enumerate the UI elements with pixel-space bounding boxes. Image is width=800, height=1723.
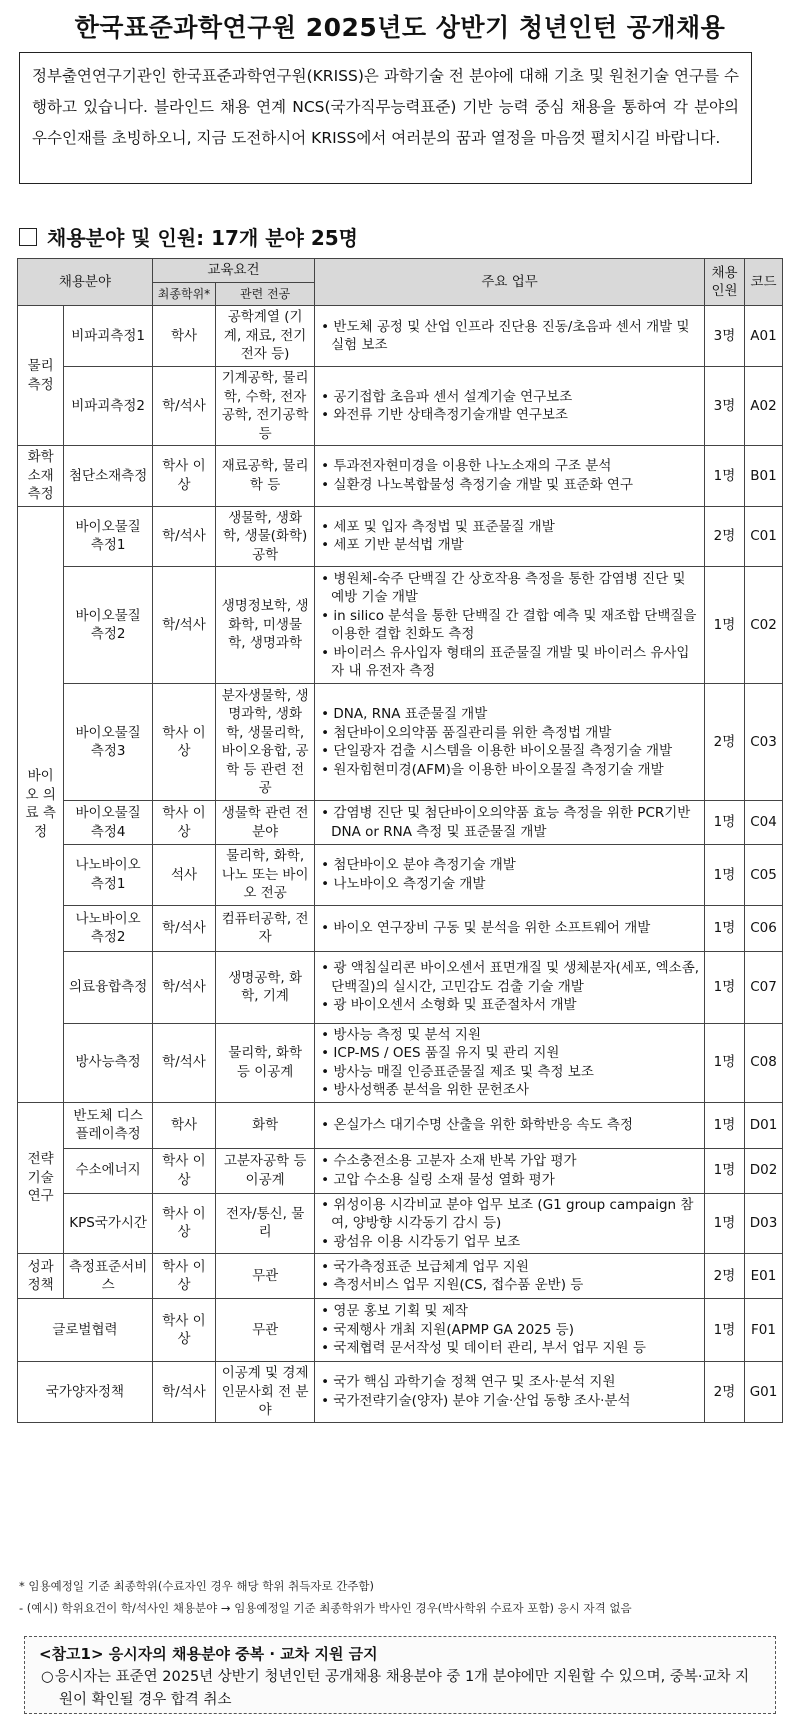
table-row	[18, 845, 783, 906]
major-cell: 공학계열 (기계, 재료, 전기전자 등)	[216, 306, 315, 367]
degree-cell: 학사	[152, 306, 215, 367]
duty-cell	[315, 905, 705, 951]
notice-text: 응시자는 표준연 2025년 상반기 청년인턴 공개채용 채용분야 중 1개 분야에만 지원할 수 있으며, 중복·교차 지원이 확인될 경우 합격 취소	[55, 1669, 750, 1708]
field-cell: 바이오물질 측정1	[64, 506, 153, 567]
header-major: 관련 전공	[216, 282, 315, 306]
major-cell: 컴퓨터공학, 전자	[216, 905, 315, 951]
code-cell: G01	[745, 1362, 783, 1423]
count-cell: 1명	[704, 905, 744, 951]
duty-cell	[315, 801, 705, 845]
duty-item: • 광 바이오센서 소형화 및 표준절차서 개발	[321, 996, 700, 1015]
major-cell: 재료공학, 물리학 등	[216, 446, 315, 507]
duty-item: • 방사능 매질 인증표준물질 제조 및 측정 보조	[321, 1063, 700, 1082]
degree-cell: 학/석사	[152, 951, 215, 1023]
duty-item: • 바이러스 유사입자 형태의 표준물질 개발 및 바이러스 유사입자 내 유전자 측정	[321, 644, 700, 681]
page-title: 한국표준과학연구원 2025년도 상반기 청년인턴 공개채용	[74, 13, 726, 42]
major-cell: 화학	[216, 1102, 315, 1148]
duty-item: • 방사성핵종 분석을 위한 문헌조사	[321, 1081, 700, 1100]
field-cell: KPS국가시간	[64, 1193, 153, 1254]
duty-cell	[315, 567, 705, 684]
count-cell: 1명	[704, 567, 744, 684]
code-cell: C07	[745, 951, 783, 1023]
table-row	[18, 1299, 783, 1362]
degree-cell: 학사 이상	[152, 801, 215, 845]
footnote-example: - (예시) 학위요건이 학/석사인 채용분야 → 임용예정일 기준 최종학위가 박사인 경우(박사학위 수료자 포함) 응시 자격 없음	[19, 1601, 632, 1615]
major-cell: 물리학, 화학 등 이공계	[216, 1023, 315, 1102]
field-cell: 방사능측정	[64, 1023, 153, 1102]
table-row	[18, 306, 783, 367]
duty-cell	[315, 446, 705, 507]
count-cell: 2명	[704, 684, 744, 801]
field-cell: 비파괴측정1	[64, 306, 153, 367]
duty-item: • DNA, RNA 표준물질 개발	[321, 705, 700, 724]
count-cell: 1명	[704, 446, 744, 507]
code-cell: C03	[745, 684, 783, 801]
header-field: 채용분야	[18, 259, 153, 306]
field-cell: 나노바이오 측정2	[64, 905, 153, 951]
code-cell: B01	[745, 446, 783, 507]
duty-cell	[315, 306, 705, 367]
duty-cell	[315, 1023, 705, 1102]
duty-item: • 바이오 연구장비 구동 및 분석을 위한 소프트웨어 개발	[321, 919, 700, 938]
field-cell: 반도체 디스플레이측정	[64, 1102, 153, 1148]
degree-cell: 학/석사	[152, 567, 215, 684]
major-cell: 전자/통신, 물리	[216, 1193, 315, 1254]
field-cell: 의료융합측정	[64, 951, 153, 1023]
count-cell: 3명	[704, 306, 744, 367]
notice-title: <참고1> 응시자의 채용분야 중복 · 교차 지원 금지	[39, 1645, 378, 1663]
group-cell: 화학 소재 측정	[18, 446, 64, 507]
duty-cell	[315, 1362, 705, 1423]
footnotes	[19, 1575, 779, 1619]
code-cell: C05	[745, 845, 783, 906]
major-cell: 물리학, 화학, 나노 또는 바이오 전공	[216, 845, 315, 906]
duty-item: • 감염병 진단 및 첨단바이오의약품 효능 측정을 위한 PCR기반 DNA or RNA 측정 및 표준물질 개발	[321, 804, 700, 841]
duty-item: • 나노바이오 측정기술 개발	[321, 875, 700, 894]
table-row	[18, 801, 783, 845]
degree-cell: 학사 이상	[152, 1193, 215, 1254]
count-cell: 1명	[704, 1148, 744, 1193]
table-row	[18, 567, 783, 684]
code-cell: C04	[745, 801, 783, 845]
duty-item: • 첨단바이오의약품 품질관리를 위한 측정법 개발	[321, 724, 700, 743]
duty-item: • 국가측정표준 보급체계 업무 지원	[321, 1258, 700, 1277]
duty-item: • 측정서비스 업무 지원(CS, 접수품 운반) 등	[321, 1276, 700, 1295]
group-cell: 바이오 의료 측정	[18, 506, 64, 1102]
table-row	[18, 1254, 783, 1299]
duty-item: • 온실가스 대기수명 산출을 위한 화학반응 속도 측정	[321, 1116, 700, 1135]
field-cell: 측정표준서비스	[64, 1254, 153, 1299]
duty-item: • 영문 홍보 기획 및 제작	[321, 1302, 700, 1321]
field-cell: 첨단소재측정	[64, 446, 153, 507]
field-cell: 글로벌협력	[18, 1299, 153, 1362]
duty-cell	[315, 1102, 705, 1148]
code-cell: D03	[745, 1193, 783, 1254]
duty-cell	[315, 506, 705, 567]
duty-cell	[315, 1148, 705, 1193]
duty-item: • 원자힘현미경(AFM)을 이용한 바이오물질 측정기술 개발	[321, 761, 700, 780]
field-cell: 바이오물질 측정3	[64, 684, 153, 801]
intro-box: 정부출연연구기관인 한국표준과학연구원(KRISS)은 과학기술 전 분야에 대해 기초 및 원천기술 연구를 수행하고 있습니다. 블라인드 채용 연계 NCS(국가직무능력표준) 기반 능력 중심 채용을 통하여 각 분야의 우수인재를 초빙하오니, 지금 도전하시어 KRISS에서 여러분의 꿈과 열정을 마음껏 펼치시길 바랍니다.	[19, 52, 752, 184]
footnote-degree: * 임용예정일 기준 최종학위(수료자인 경우 해당 학위 취득자로 간주함)	[19, 1579, 375, 1593]
duty-item: • 세포 기반 분석법 개발	[321, 536, 700, 555]
major-cell: 무관	[216, 1299, 315, 1362]
count-cell: 1명	[704, 801, 744, 845]
section-title: 채용분야 및 인원: 17개 분야 25명	[47, 226, 358, 250]
duty-item: • 방사능 측정 및 분석 지원	[321, 1026, 700, 1045]
duty-item: • 첨단바이오 분야 측정기술 개발	[321, 856, 700, 875]
group-cell: 전략 기술 연구	[18, 1102, 64, 1254]
count-cell: 1명	[704, 1102, 744, 1148]
duty-item: • 국제협력 문서작성 및 데이터 관리, 부서 업무 지원 등	[321, 1339, 700, 1358]
section-heading	[19, 222, 358, 251]
table-row	[18, 951, 783, 1023]
major-cell: 생명정보학, 생화학, 미생물학, 생명과학	[216, 567, 315, 684]
count-cell: 1명	[704, 845, 744, 906]
table-row	[18, 1023, 783, 1102]
count-cell: 2명	[704, 1362, 744, 1423]
count-cell: 2명	[704, 1254, 744, 1299]
duty-item: • 세포 및 입자 측정법 및 표준물질 개발	[321, 518, 700, 537]
header-duty: 주요 업무	[315, 259, 705, 306]
code-cell: D02	[745, 1148, 783, 1193]
field-cell: 수소에너지	[64, 1148, 153, 1193]
degree-cell: 학사 이상	[152, 446, 215, 507]
notice-body	[39, 1666, 761, 1712]
code-cell: A01	[745, 306, 783, 367]
code-cell: C01	[745, 506, 783, 567]
duty-item: • 고압 수소용 실링 소재 물성 열화 평가	[321, 1171, 700, 1190]
duty-item: • 광섬유 이용 시각동기 업무 보조	[321, 1233, 700, 1252]
table-row	[18, 1148, 783, 1193]
code-cell: C02	[745, 567, 783, 684]
table-row	[18, 684, 783, 801]
header-count: 채용 인원	[704, 259, 744, 306]
degree-cell: 학사 이상	[152, 1148, 215, 1193]
duty-item: • in silico 분석을 통한 단백질 간 결합 예측 및 재조합 단백질을 이용한 결합 친화도 측정	[321, 607, 700, 644]
duty-item: • 투과전자현미경을 이용한 나노소재의 구조 분석	[321, 457, 700, 476]
header-edu: 교육요건	[152, 259, 314, 283]
code-cell: C08	[745, 1023, 783, 1102]
code-cell: E01	[745, 1254, 783, 1299]
degree-cell: 학사	[152, 1102, 215, 1148]
duty-cell	[315, 684, 705, 801]
field-cell: 국가양자정책	[18, 1362, 153, 1423]
major-cell: 기계공학, 물리학, 수학, 전자공학, 전기공학 등	[216, 367, 315, 446]
duty-item: • 국가 핵심 과학기술 정책 연구 및 조사·분석 지원	[321, 1373, 700, 1392]
major-cell: 무관	[216, 1254, 315, 1299]
table-row	[18, 905, 783, 951]
code-cell: C06	[745, 905, 783, 951]
duty-item: • 반도체 공정 및 산업 인프라 진단용 진동/초음파 센서 개발 및 실험 보조	[321, 318, 700, 355]
header-code: 코드	[745, 259, 783, 306]
duty-item: • 병원체-숙주 단백질 간 상호작용 측정을 통한 감염병 진단 및 예방 기술 개발	[321, 570, 700, 607]
duty-item: • 국제행사 개최 지원(APMP GA 2025 등)	[321, 1321, 700, 1340]
major-cell: 생물학, 생화학, 생물(화학)공학	[216, 506, 315, 567]
code-cell: A02	[745, 367, 783, 446]
group-cell: 성과 정책	[18, 1254, 64, 1299]
duty-cell	[315, 1299, 705, 1362]
duty-item: • 위성이용 시각비교 분야 업무 보조 (G1 group campaign 참여, 양방향 시각동기 감시 등)	[321, 1196, 700, 1233]
count-cell: 1명	[704, 1299, 744, 1362]
degree-cell: 학/석사	[152, 1362, 215, 1423]
major-cell: 이공계 및 경제인문사회 전 분야	[216, 1362, 315, 1423]
table-row	[18, 506, 783, 567]
field-cell: 나노바이오 측정1	[64, 845, 153, 906]
circle-bullet-icon: ○	[41, 1669, 54, 1685]
duty-item: • 단일광자 검출 시스템을 이용한 바이오물질 측정기술 개발	[321, 742, 700, 761]
table-row	[18, 367, 783, 446]
degree-cell: 학/석사	[152, 1023, 215, 1102]
duty-item: • 실환경 나노복합물성 측정기술 개발 및 표준화 연구	[321, 476, 700, 495]
count-cell: 1명	[704, 951, 744, 1023]
checkbox-square-icon	[19, 228, 37, 246]
count-cell: 1명	[704, 1023, 744, 1102]
duty-item: • 와전류 기반 상태측정기술개발 연구보조	[321, 406, 700, 425]
table-body	[18, 306, 783, 1423]
header-degree: 최종학위*	[152, 282, 215, 306]
major-cell: 분자생물학, 생명과학, 생화학, 생물리학, 바이오융합, 공학 등 관련 전공	[216, 684, 315, 801]
duty-cell	[315, 951, 705, 1023]
duty-cell	[315, 367, 705, 446]
table-row	[18, 1102, 783, 1148]
count-cell: 2명	[704, 506, 744, 567]
duty-item: • 수소충전소용 고분자 소재 반복 가압 평가	[321, 1152, 700, 1171]
table-row	[18, 1193, 783, 1254]
code-cell: D01	[745, 1102, 783, 1148]
notice-box	[24, 1636, 776, 1714]
duty-item: • 광 액침실리콘 바이오센서 표면개질 및 생체분자(세포, 엑소좀, 단백질)의 실시간, 고민감도 검출 기술 개발	[321, 959, 700, 996]
degree-cell: 학사 이상	[152, 684, 215, 801]
degree-cell: 학사 이상	[152, 1299, 215, 1362]
degree-cell: 학/석사	[152, 506, 215, 567]
major-cell: 생명공학, 화학, 기계	[216, 951, 315, 1023]
count-cell: 3명	[704, 367, 744, 446]
group-cell: 물리 측정	[18, 306, 64, 446]
degree-cell: 석사	[152, 845, 215, 906]
duty-cell	[315, 1254, 705, 1299]
duty-item: • 공기접합 초음파 센서 설계기술 연구보조	[321, 388, 700, 407]
degree-cell: 학/석사	[152, 905, 215, 951]
recruit-table	[17, 258, 783, 1423]
duty-item: • ICP-MS / OES 품질 유지 및 관리 지원	[321, 1044, 700, 1063]
duty-cell	[315, 845, 705, 906]
major-cell: 고분자공학 등 이공계	[216, 1148, 315, 1193]
duty-item: • 국가전략기술(양자) 분야 기술·산업 동향 조사·분석	[321, 1392, 700, 1411]
count-cell: 1명	[704, 1193, 744, 1254]
duty-cell	[315, 1193, 705, 1254]
field-cell: 비파괴측정2	[64, 367, 153, 446]
code-cell: F01	[745, 1299, 783, 1362]
field-cell: 바이오물질 측정2	[64, 567, 153, 684]
table-row	[18, 1362, 783, 1423]
degree-cell: 학/석사	[152, 367, 215, 446]
major-cell: 생물학 관련 전 분야	[216, 801, 315, 845]
degree-cell: 학사 이상	[152, 1254, 215, 1299]
table-row	[18, 446, 783, 507]
field-cell: 바이오물질 측정4	[64, 801, 153, 845]
